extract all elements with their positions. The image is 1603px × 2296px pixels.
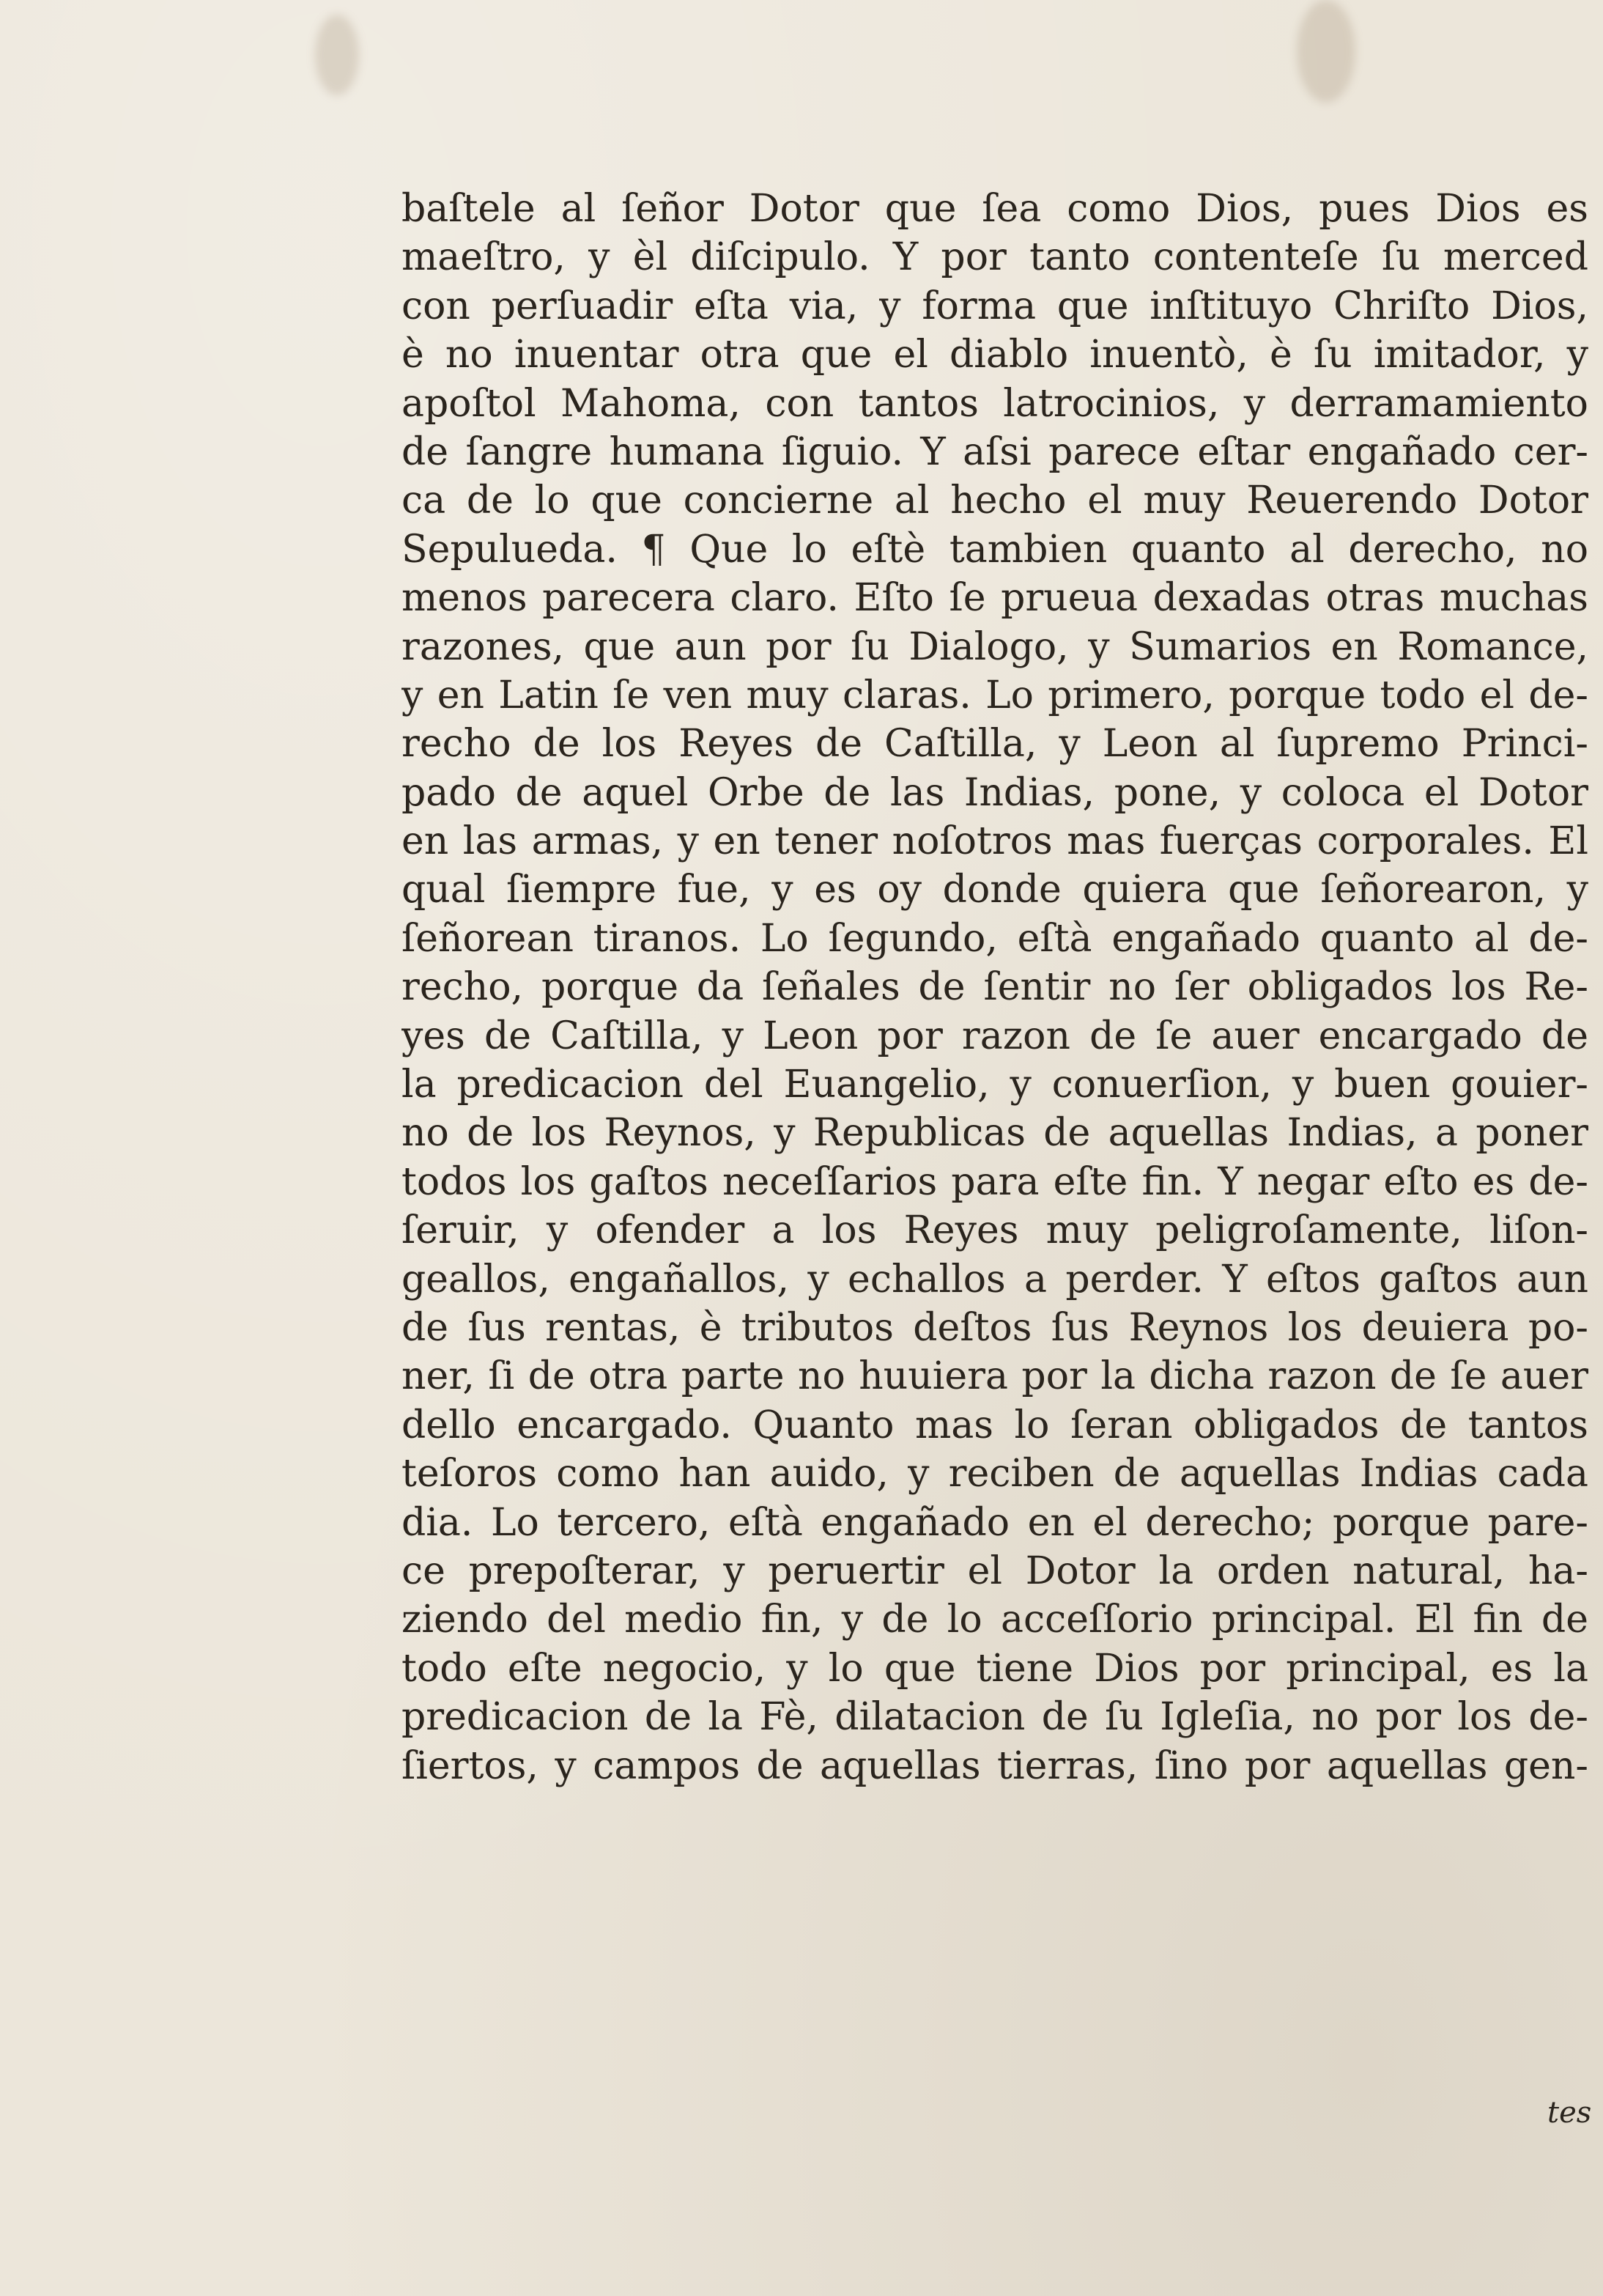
text-line: ziendo del medio fin, y de lo acceſſorio principal. El fin de — [401, 1598, 1588, 1642]
text-line: qual ſiempre fue, y es oy donde quiera que ſeñorearon, y — [401, 868, 1588, 912]
text-line: dia. Lo tercero, eſtà engañado en el derecho; porque pare- — [401, 1500, 1588, 1545]
text-line: ce prepoſterar, y peruertir el Dotor la orden natural, ha- — [401, 1548, 1588, 1593]
text-line: baſtele al ſeñor Dotor que ſea como Dios, pues Dios es — [401, 187, 1588, 231]
text-line: de ſus rentas, è tributos deſtos ſus Reynos los deuiera po- — [401, 1305, 1588, 1350]
text-line: predicacion de la Fè, dilatacion de ſu Igleſia, no por los de- — [401, 1695, 1588, 1740]
text-line: teſoros como han auido, y reciben de aquellas Indias cada — [401, 1452, 1588, 1496]
text-line: todo eſte negocio, y lo que tiene Dios por principal, es la — [401, 1646, 1588, 1691]
catchword: tes — [1547, 2096, 1592, 2130]
text-line: recho, porque da ſeñales de ſentir no ſer obligados los Re- — [401, 965, 1588, 1010]
page-text — [401, 185, 1588, 1790]
text-line: ſeñorean tiranos. Lo ſegundo, eſtà engañado quanto al de- — [401, 916, 1588, 961]
text-line: con perſuadir eſta via, y forma que inſtituyo Chriſto Dios, — [401, 284, 1588, 328]
text-line: pado de aquel Orbe de las Indias, pone, y coloca el Dotor — [401, 770, 1588, 815]
text-line: yes de Caſtilla, y Leon por razon de ſe auer encargado de — [401, 1014, 1588, 1058]
text-line: menos parecera claro. Eſto ſe prueua dexadas otras muchas — [401, 576, 1588, 621]
text-line: de ſangre humana ſiguio. Y aſsi parece eſtar engañado cer- — [401, 429, 1588, 474]
text-line: y en Latin ſe ven muy claras. Lo primero, porque todo el de- — [401, 673, 1588, 717]
text-line: maeſtro, y èl diſcipulo. Y por tanto contenteſe ſu merced — [401, 235, 1588, 280]
text-line: Sepulueda. ¶ Que lo eſtè tambien quanto al derecho, no — [401, 527, 1588, 572]
text-line: todos los gaſtos neceſſarios para eſte fin. Y negar eſto es de- — [401, 1159, 1588, 1204]
text-line: gеallos, engañallos, y echallos a perder. Y eſtos gaſtos aun — [401, 1257, 1588, 1302]
text-line: dello encargado. Quanto mas lo ſeran obligados de tantos — [401, 1403, 1588, 1447]
text-line: ca de lo que concierne al hecho el muy Reuerendo Dotor — [401, 479, 1588, 523]
text-line: è no inuentar otra que el diablo inuentò, è ſu imitador, y — [401, 333, 1588, 377]
text-line: razones, que aun por ſu Dialogo, y Sumarios en Romance, — [401, 624, 1588, 669]
text-line: no de los Reynos, y Republicas de aquellas Indias, a poner — [401, 1111, 1588, 1156]
text-line: ner, ſi de otra parte no huuiera por la dicha razon de ſe auer — [401, 1354, 1588, 1399]
text-line: la predicacion del Euangelio, y conuerſion, y buen gouier- — [401, 1063, 1588, 1107]
text-line: ſiertos, y campos de aquellas tierras, ſino por aquellas gen- — [401, 1743, 1588, 1788]
paper-stain — [315, 15, 359, 95]
text-line: recho de los Reyes de Caſtilla, y Leon al ſupremo Princi- — [401, 722, 1588, 767]
paper-stain — [1297, 0, 1355, 103]
text-line: ſeruir, y ofender a los Reyes muy peligroſamente, liſon- — [401, 1208, 1588, 1253]
text-line: en las armas, y en tener noſotros mas fuerças corporales. El — [401, 819, 1588, 864]
text-line: apoſtol Mahoma, con tantos latrocinios, y derramamiento — [401, 381, 1588, 426]
